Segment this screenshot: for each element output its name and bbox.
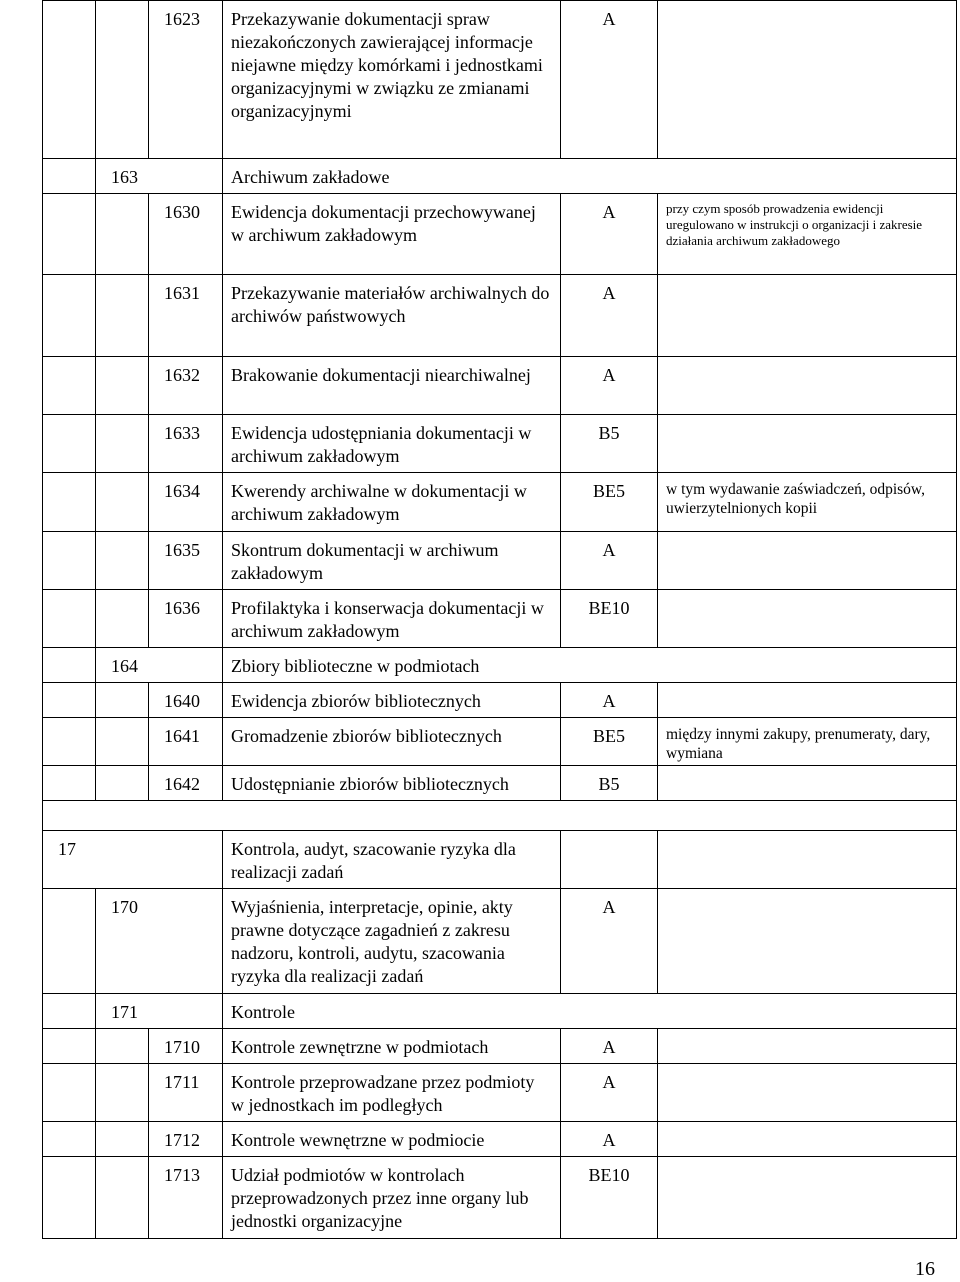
table-row <box>43 532 957 590</box>
class-description: Profilaktyka i konserwacja dokumentacji w archiwum zakładowym <box>223 590 561 648</box>
table-row <box>43 1122 957 1157</box>
class-note <box>658 831 957 889</box>
archive-category: A <box>561 889 658 994</box>
class-code: 1635 <box>149 532 223 590</box>
table-row <box>43 994 957 1029</box>
class-description: Wyjaśnienia, interpretacje, opinie, akty prawne dotyczące zagadnień z zakresu nadzoru, kontroli, audytu, szacowania ryzyka dla realizacji zadań <box>223 889 561 994</box>
class-description: Udział podmiotów w kontrolach przeprowadzonych przez inne organy lub jednostki organizacyjne <box>223 1157 561 1239</box>
class-description: Kontrole wewnętrzne w podmiocie <box>223 1122 561 1157</box>
class-code: 171 <box>96 994 223 1029</box>
class-code: 1712 <box>149 1122 223 1157</box>
class-description: Kontrole zewnętrzne w podmiotach <box>223 1029 561 1064</box>
table-row <box>43 889 957 994</box>
class-note <box>658 275 957 357</box>
class-code: 1640 <box>149 683 223 718</box>
class-description: Skontrum dokumentacji w archiwum zakładowym <box>223 532 561 590</box>
archive-category: A <box>561 532 658 590</box>
archive-category: A <box>561 1 658 159</box>
class-code: 1642 <box>149 766 223 801</box>
class-description: Ewidencja udostępniania dokumentacji w archiwum zakładowym <box>223 415 561 473</box>
archive-category: A <box>561 275 658 357</box>
class-code: 1632 <box>149 357 223 415</box>
class-code: 1634 <box>149 473 223 532</box>
archive-category: A <box>561 1064 658 1122</box>
class-code: 163 <box>96 159 223 194</box>
class-description: Gromadzenie zbiorów bibliotecznych <box>223 718 561 766</box>
archive-category: B5 <box>561 766 658 801</box>
archive-category: A <box>561 357 658 415</box>
table-row <box>43 718 957 766</box>
class-code: 164 <box>96 648 223 683</box>
class-code: 1713 <box>149 1157 223 1239</box>
table-row <box>43 357 957 415</box>
table-row <box>43 275 957 357</box>
archive-category <box>561 831 658 889</box>
archive-category: BE5 <box>561 473 658 532</box>
table-row <box>43 683 957 718</box>
class-note <box>658 889 957 994</box>
class-description: Kontrole <box>223 994 957 1029</box>
class-note <box>658 683 957 718</box>
class-description: Udostępnianie zbiorów bibliotecznych <box>223 766 561 801</box>
class-description: Kontrola, audyt, szacowanie ryzyka dla realizacji zadań <box>223 831 561 889</box>
table-row <box>43 831 957 889</box>
class-code: 1711 <box>149 1064 223 1122</box>
archive-category: A <box>561 1029 658 1064</box>
class-note: w tym wydawanie zaświadczeń, odpisów, uwierzytelnionych kopii <box>658 473 957 532</box>
class-note <box>658 1029 957 1064</box>
class-note <box>658 766 957 801</box>
class-note: między innymi zakupy, prenumeraty, dary, wymiana <box>658 718 957 766</box>
class-code: 1641 <box>149 718 223 766</box>
table-row <box>43 766 957 801</box>
class-note: przy czym sposób prowadzenia ewidencji uregulowano w instrukcji o organizacji i zakresie działania archiwum zakładowego <box>658 194 957 275</box>
class-code: 1630 <box>149 194 223 275</box>
class-code: 1623 <box>149 1 223 159</box>
class-code: 1636 <box>149 590 223 648</box>
archive-category: A <box>561 194 658 275</box>
class-note <box>658 1 957 159</box>
table-row <box>43 415 957 473</box>
class-description: Kontrole przeprowadzane przez podmioty w jednostkach im podległych <box>223 1064 561 1122</box>
table-spacer-row <box>43 801 957 831</box>
class-code: 1631 <box>149 275 223 357</box>
class-note <box>658 415 957 473</box>
class-code: 1633 <box>149 415 223 473</box>
class-code: 17 <box>43 831 223 889</box>
class-description: Przekazywanie dokumentacji spraw niezakończonych zawierającej informacje niejawne między komórkami i jednostkami organizacyjnymi w związku ze zmianami organizacyjnymi <box>223 1 561 159</box>
table-row <box>43 590 957 648</box>
archive-category: BE5 <box>561 718 658 766</box>
jrwa-table <box>42 0 957 1239</box>
page-number: 16 <box>915 1258 935 1280</box>
archive-category: A <box>561 1122 658 1157</box>
table-row <box>43 1157 957 1239</box>
table-row <box>43 159 957 194</box>
archive-category: BE10 <box>561 1157 658 1239</box>
table-row <box>43 194 957 275</box>
class-note <box>658 1157 957 1239</box>
class-description: Ewidencja dokumentacji przechowywanej w archiwum zakładowym <box>223 194 561 275</box>
class-code: 1710 <box>149 1029 223 1064</box>
class-note <box>658 590 957 648</box>
table-row <box>43 1 957 159</box>
class-description: Archiwum zakładowe <box>223 159 957 194</box>
class-note <box>658 357 957 415</box>
table-row <box>43 1029 957 1064</box>
archive-category: B5 <box>561 415 658 473</box>
class-description: Kwerendy archiwalne w dokumentacji w archiwum zakładowym <box>223 473 561 532</box>
archive-category: BE10 <box>561 590 658 648</box>
class-description: Przekazywanie materiałów archiwalnych do archiwów państwowych <box>223 275 561 357</box>
class-note <box>658 1122 957 1157</box>
table-row <box>43 648 957 683</box>
table-row <box>43 473 957 532</box>
class-description: Zbiory biblioteczne w podmiotach <box>223 648 957 683</box>
table-row <box>43 1064 957 1122</box>
class-note <box>658 1064 957 1122</box>
class-description: Ewidencja zbiorów bibliotecznych <box>223 683 561 718</box>
class-note <box>658 532 957 590</box>
class-description: Brakowanie dokumentacji niearchiwalnej <box>223 357 561 415</box>
archive-category: A <box>561 683 658 718</box>
class-code: 170 <box>96 889 223 994</box>
